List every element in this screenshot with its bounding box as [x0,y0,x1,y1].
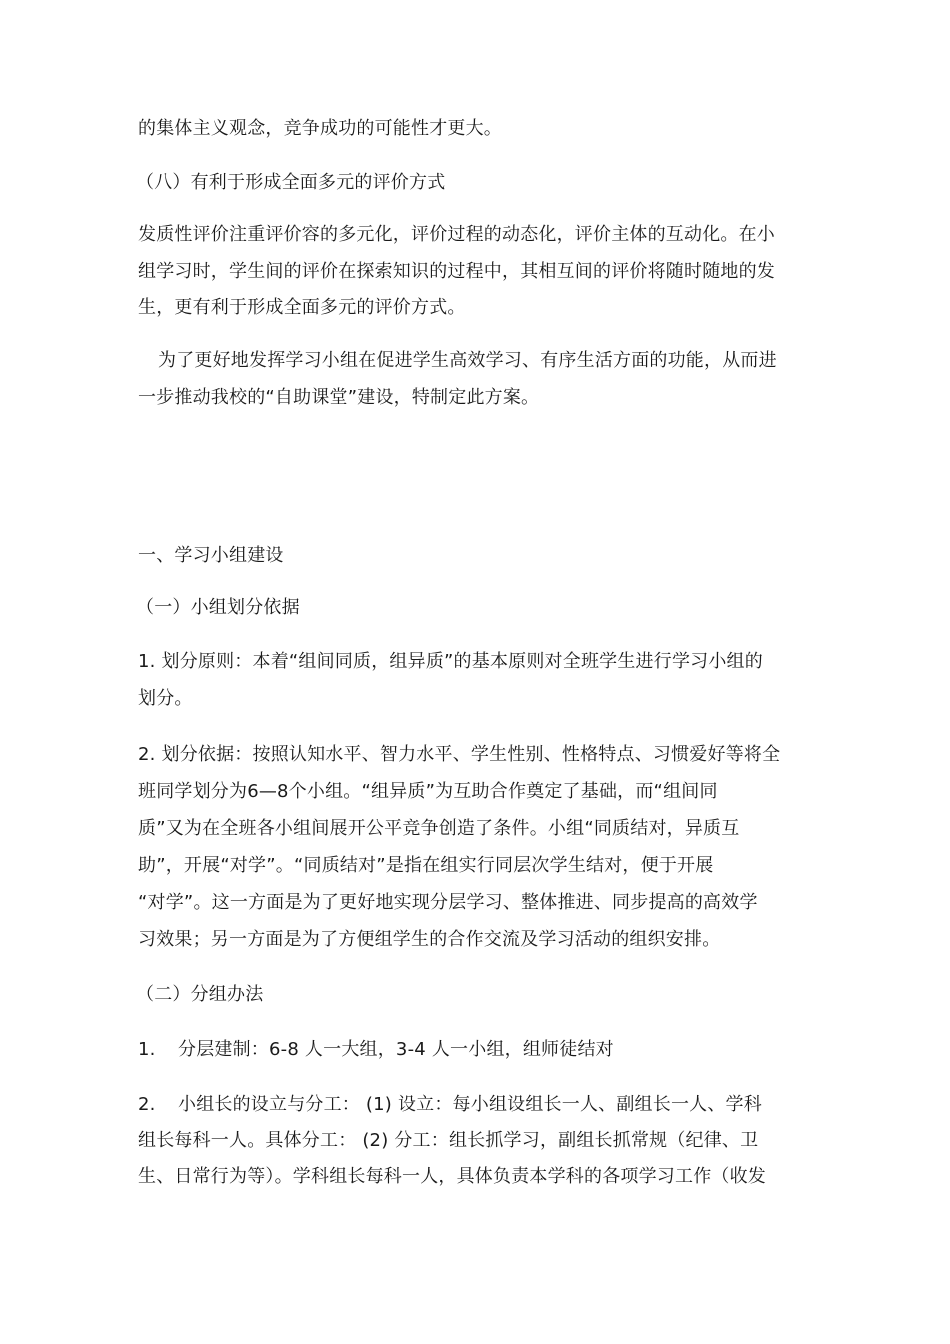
sub-2-item-2-line-2: 组长每科一人。具体分工： (2) 分工：组长抓学习，副组长抓常规（纪律、卫 [138,1130,759,1151]
sub-1-heading: （一）小组划分依据 [136,597,300,618]
sub-1-item-1-line-1: 1. 划分原则：本着“组间同质，组异质”的基本原则对全班学生进行学习小组的 [138,651,763,672]
sub-1-item-1-line-2: 划分。 [138,688,193,709]
sub-1-item-2-line-2: 班同学划分为6—8个小组。“组异质”为互助合作奠定了基础，而“组间同 [138,781,718,802]
purpose-line-1: 为了更好地发挥学习小组在促进学生高效学习、有序生活方面的功能，从而进 [158,350,777,371]
sub-2-heading: （二）分组办法 [136,984,264,1005]
sub-2-item-1-text: 分层建制：6-8 人一大组，3-4 人一小组，组师徒结对 [178,1039,614,1060]
purpose-line-2: 一步推动我校的“自助课堂”建设，特制定此方案。 [138,387,540,408]
sub-1-item-2-line-5: “对学”。这一方面是为了更好地实现分层学习、整体推进、同步提高的高效学 [138,892,758,913]
part-1-heading: 一、学习小组建设 [138,545,284,566]
intro-line-1: 的集体主义观念，竞争成功的可能性才更大。 [138,118,502,139]
section-8-line-1: 发质性评价注重评价容的多元化，评价过程的动态化，评价主体的互动化。在小 [138,224,775,245]
sub-2-item-2-number: 2. [138,1094,156,1115]
sub-1-item-2-line-1: 2. 划分依据：按照认知水平、智力水平、学生性别、性格特点、习惯爱好等将全 [138,744,781,765]
sub-2-item-2-text: 小组长的设立与分工： (1) 设立：每小组设组长一人、副组长一人、学科 [178,1094,762,1115]
sub-1-item-2-line-3: 质”又为在全班各小组间展开公平竞争创造了条件。小组“同质结对，异质互 [138,818,740,839]
sub-2-item-1-number: 1. [138,1039,156,1060]
section-8-line-2: 组学习时，学生间的评价在探索知识的过程中，其相互间的评价将随时随地的发 [138,261,775,282]
section-8-heading: （八）有利于形成全面多元的评价方式 [136,172,446,193]
sub-2-item-2-line-3: 生、日常行为等）。学科组长每科一人，具体负责本学科的各项学习工作（收发 [138,1166,766,1187]
sub-1-item-2-line-6: 习效果；另一方面是为了方便组学生的合作交流及学习活动的组织安排。 [138,929,721,950]
section-8-line-3: 生，更有利于形成全面多元的评价方式。 [138,297,466,318]
sub-1-item-2-line-4: 助”，开展“对学”。“同质结对”是指在组实行同层次学生结对，便于开展 [138,855,714,876]
